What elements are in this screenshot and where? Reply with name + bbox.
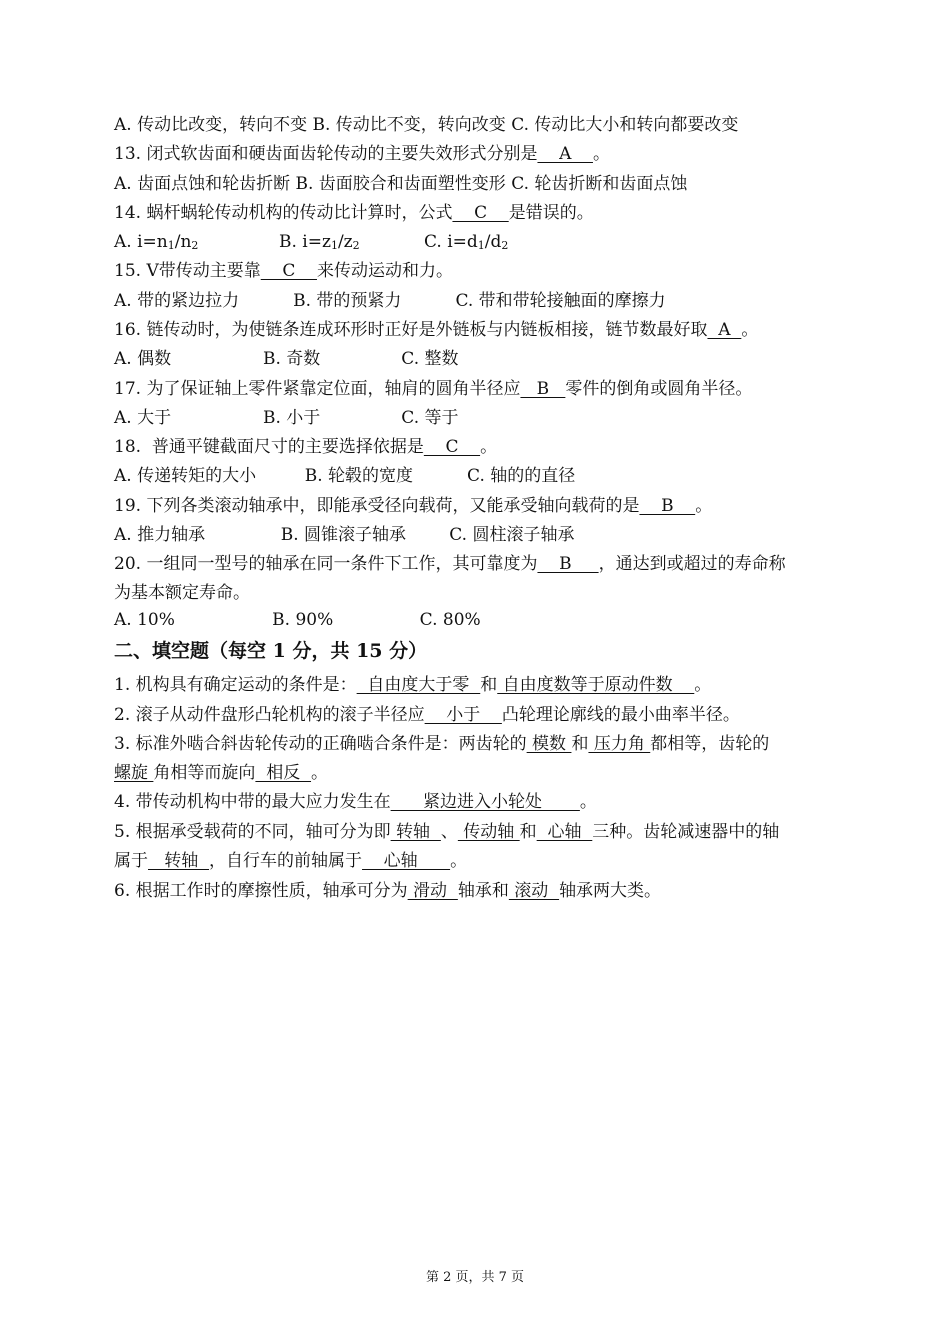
q15-answer-blank: C — [260, 261, 317, 281]
f3-answer-2: 压力角 — [588, 734, 651, 754]
q16-options: A. 偶数 B. 奇数 C. 整数 — [114, 349, 459, 369]
f1-answer-1: 自由度大于零 — [356, 675, 481, 695]
f4-end: 。 — [579, 792, 597, 812]
f6-mid: 轴承和 — [457, 881, 509, 901]
f5-answer-4: 转轴 — [148, 851, 210, 871]
f2-answer-1: 小于 — [424, 705, 502, 725]
f6-text: 6. 根据工作时的摩擦性质，轴承可分为 — [114, 881, 408, 901]
f1-and: 和 — [480, 675, 498, 695]
q14-options — [114, 230, 844, 254]
f6-end: 轴承两大类。 — [559, 881, 662, 901]
q17-end: 零件的倒角或圆角半径。 — [565, 379, 753, 399]
f2-end: 凸轮理论廓线的最小曲率半径。 — [501, 705, 740, 725]
f5-answer-2: 传动轴 — [457, 822, 520, 842]
q19-answer-blank: B — [639, 496, 696, 516]
f5-answer-3: 心轴 — [536, 822, 593, 842]
question-20 — [114, 552, 844, 576]
f5-end: 三种。齿轮减速器中的轴 — [592, 822, 780, 842]
f5-cont-text: 属于 — [114, 851, 148, 871]
q13-options: A. 齿面点蚀和轮齿折断 B. 齿面胶合和齿面塑性变形 C. 轮齿折断和齿面点蚀 — [114, 174, 688, 194]
fill-4 — [114, 790, 844, 814]
q19-options: A. 推力轴承 B. 圆锥滚子轴承 C. 圆柱滚子轴承 — [114, 525, 575, 545]
fill-3 — [114, 732, 844, 756]
f3-answer-3: 螺旋 — [114, 763, 154, 783]
q19-stem: 19. 下列各类滚动轴承中，即能承受径向载荷，又能承受轴向载荷的是 — [114, 496, 640, 516]
f3-text: 3. 标准外啮合斜齿轮传动的正确啮合条件是：两齿轮的 — [114, 734, 527, 754]
q14-stem: 14. 蜗杆蜗轮传动机构的传动比计算时，公式 — [114, 203, 453, 223]
q18-end: 。 — [480, 437, 498, 457]
question-18 — [114, 435, 844, 459]
f4-text: 4. 带传动机构中带的最大应力发生在 — [114, 792, 391, 812]
section-2-title: 二、填空题（每空 1 分，共 15 分） — [114, 640, 428, 662]
q16-stem: 16. 链传动时，为使链条连成环形时正好是外链板与内链板相接，链节数最好取 — [114, 320, 708, 340]
fill-1 — [114, 673, 844, 697]
q14-end: 是错误的。 — [508, 203, 594, 223]
q20-answer-blank: B — [537, 554, 599, 574]
f5-and: 和 — [519, 822, 537, 842]
q19-end: 。 — [695, 496, 713, 516]
f2-text: 2. 滚子从动件盘形凸轮机构的滚子半径应 — [114, 705, 425, 725]
f6-answer-2: 滚动 — [508, 881, 560, 901]
fill-5 — [114, 820, 844, 844]
q17-answer-blank: B — [520, 379, 566, 399]
question-17 — [114, 377, 844, 401]
q13-end: 。 — [592, 144, 610, 164]
question-14 — [114, 201, 844, 225]
q13-stem: 13. 闭式软齿面和硬齿面齿轮传动的主要失效形式分别是 — [114, 144, 538, 164]
q20-stem: 20. 一组同一型号的轴承在同一条件下工作，其可靠度为 — [114, 554, 538, 574]
q12-options: A. 传动比改变，转向不变 B. 传动比不变，转向改变 C. 传动比大小和转向都要改变 — [114, 115, 739, 135]
q20-continuation: 为基本额定寿命。 — [114, 583, 250, 603]
q20-end: ，通达到或超过的寿命称 — [598, 554, 786, 574]
f5-cont-end: 。 — [450, 851, 468, 871]
q18-options: A. 传递转矩的大小 B. 轮毂的宽度 C. 轴的的直径 — [114, 466, 576, 486]
question-13 — [114, 142, 844, 166]
f5-cont-mid: ，自行车的前轴属于 — [209, 851, 363, 871]
q16-end: 。 — [741, 320, 759, 340]
f3-answer-1: 模数 — [526, 734, 572, 754]
f4-answer-1: 紧边进入小轮处 — [390, 792, 580, 812]
q16-answer-blank: A — [707, 320, 742, 340]
f3-end: 都相等，齿轮的 — [650, 734, 770, 754]
f3-cont-text: 角相等而旋向 — [153, 763, 256, 783]
f1-answer-2: 自由度数等于原动件数 — [497, 675, 695, 695]
q20-options: A. 10% B. 90% C. 80% — [114, 610, 481, 630]
f5-answer-1: 转轴 — [390, 822, 441, 842]
q15-end: 来传动运动和力。 — [316, 261, 453, 281]
f5-answer-5: 心轴 — [362, 851, 451, 871]
f1-end: 。 — [694, 675, 712, 695]
question-15 — [114, 259, 844, 283]
q14-option-c: C. $i=d_1/d_2$ — [424, 232, 509, 252]
q14-answer-blank: C — [452, 203, 509, 223]
f3-and: 和 — [571, 734, 589, 754]
f5-text: 5. 根据承受载荷的不同，轴可分为即 — [114, 822, 391, 842]
fill-3-continuation — [114, 761, 844, 785]
fill-2 — [114, 703, 844, 727]
q15-stem: 15. V带传动主要靠 — [114, 261, 261, 281]
question-19 — [114, 494, 844, 518]
f3-cont-end: 。 — [311, 763, 329, 783]
f5-sep: 、 — [440, 822, 458, 842]
q14-option-b: B. $i=z_1/z_2$ — [279, 232, 360, 252]
q17-stem: 17. 为了保证轴上零件紧靠定位面，轴肩的圆角半径应 — [114, 379, 521, 399]
q18-answer-blank: C — [423, 437, 481, 457]
fill-6 — [114, 879, 844, 903]
q13-answer-blank: A — [537, 144, 593, 164]
page-number-footer: 第 2 页，共 7 页 — [425, 1270, 525, 1285]
q15-options: A. 带的紧边拉力 B. 带的预紧力 C. 带和带轮接触面的摩擦力 — [114, 291, 666, 311]
q18-stem: 18. 普通平键截面尺寸的主要选择依据是 — [114, 437, 424, 457]
question-16 — [114, 318, 844, 342]
f1-text: 1. 机构具有确定运动的条件是： — [114, 675, 357, 695]
fill-5-continuation — [114, 849, 844, 873]
q14-option-a: A. $i=n_1/n_2$ — [114, 232, 199, 252]
f6-answer-1: 滑动 — [407, 881, 458, 901]
f3-answer-4: 相反 — [255, 763, 312, 783]
q17-options: A. 大于 B. 小于 C. 等于 — [114, 408, 459, 428]
